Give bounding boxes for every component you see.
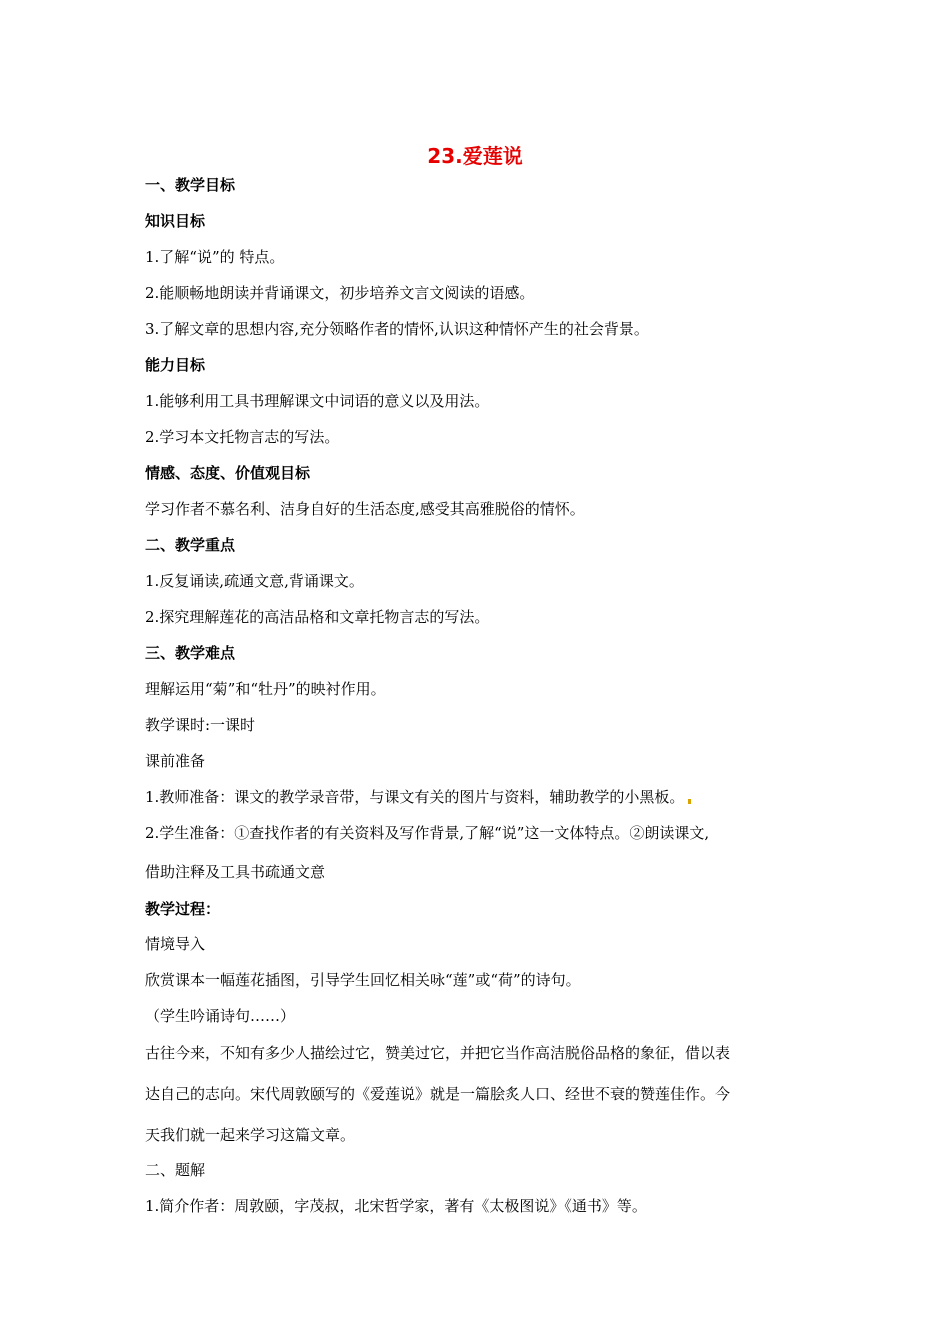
section-heading-key-points: 二、教学重点 [145, 536, 236, 554]
paragraph-text: 1.教师准备：课文的教学录音带，与课文有关的图片与资料，辅助教学的小黑板。 [145, 788, 685, 806]
paragraph: 欣赏课本一幅莲花插图，引导学生回忆相关咏“莲”或“荷”的诗句。 [145, 971, 581, 989]
paragraph: 2.学习本文托物言志的写法。 [145, 428, 340, 446]
paragraph: 1.能够利用工具书理解课文中词语的意义以及用法。 [145, 392, 490, 410]
paragraph: 古往今来，不知有多少人描绘过它，赞美过它，并把它当作高洁脱俗品格的象征，借以表 [145, 1044, 731, 1062]
subheading-emotion: 情感、态度、价值观目标 [145, 464, 311, 482]
paragraph: 2.探究理解莲花的高洁品格和文章托物言志的写法。 [145, 608, 490, 626]
paragraph: 天我们就一起来学习这篇文章。 [145, 1126, 356, 1144]
subheading-ability: 能力目标 [145, 356, 206, 374]
paragraph: 3.了解文章的思想内容,充分领略作者的情怀,认识这种情怀产生的社会背景。 [145, 320, 649, 338]
paragraph-with-mark [145, 786, 691, 808]
paragraph: 二、题解 [145, 1161, 206, 1179]
subheading-process: 教学过程： [145, 900, 221, 918]
paragraph: 2.能顺畅地朗读并背诵课文，初步培养文言文阅读的语感。 [145, 284, 535, 302]
paragraph: 学习作者不慕名利、洁身自好的生活态度,感受其高雅脱俗的情怀。 [145, 500, 585, 518]
section-heading-goals: 一、教学目标 [145, 176, 236, 194]
paragraph: 2.学生准备：①查找作者的有关资料及写作背景,了解“说”这一文体特点。②朗读课文, [145, 824, 710, 842]
paragraph: 达自己的志向。宋代周敦颐写的《爱莲说》就是一篇脍炙人口、经世不衰的赞莲佳作。今 [145, 1085, 731, 1103]
paragraph: 1.了解“说”的 特点。 [145, 248, 285, 266]
paragraph: （学生吟诵诗句……） [145, 1007, 296, 1025]
subheading-knowledge: 知识目标 [145, 212, 206, 230]
page-title: 23.爱莲说 [427, 144, 523, 168]
paragraph: 1.简介作者：周敦颐，字茂叔，北宋哲学家，著有《太极图说》《通书》等。 [145, 1197, 647, 1215]
yellow-mark [688, 799, 691, 804]
paragraph: 1.反复诵读,疏通文意,背诵课文。 [145, 572, 364, 590]
paragraph: 理解运用“菊”和“牡丹”的映衬作用。 [145, 680, 386, 698]
section-heading-difficulties: 三、教学难点 [145, 644, 236, 662]
paragraph: 课前准备 [145, 752, 206, 770]
paragraph: 情境导入 [145, 935, 206, 953]
paragraph: 教学课时:一课时 [145, 716, 256, 734]
paragraph: 借助注释及工具书疏通文意 [145, 863, 326, 881]
